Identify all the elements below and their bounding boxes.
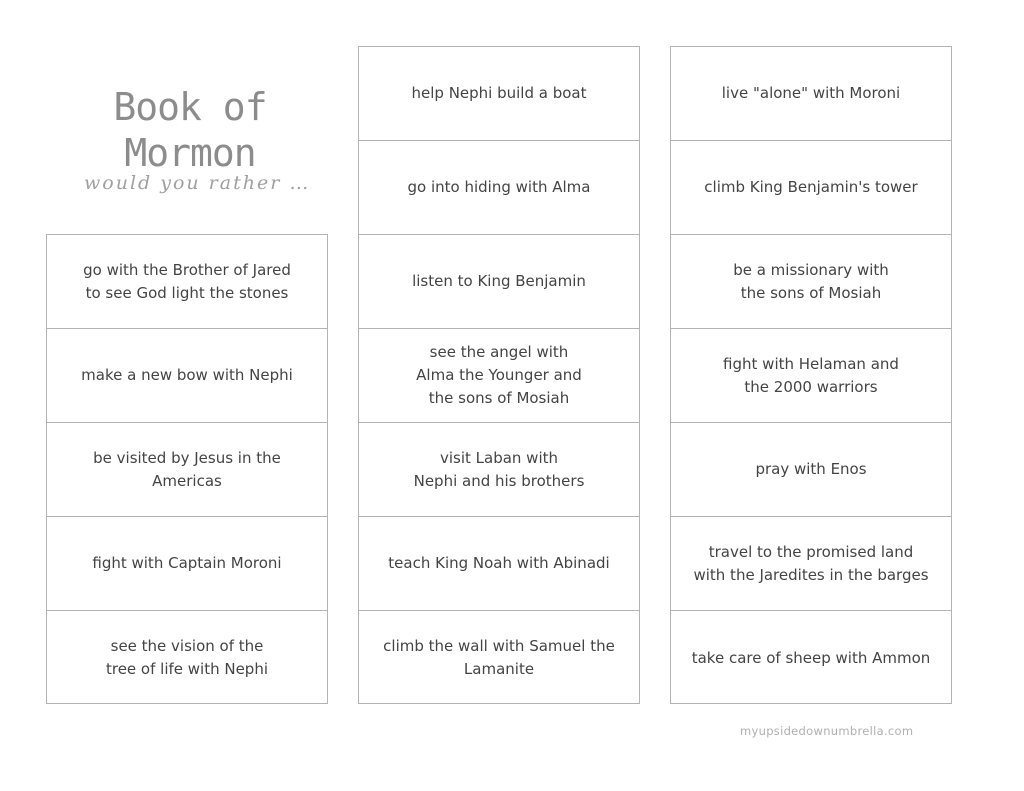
page-title	[90, 84, 290, 176]
card-column-1	[46, 234, 328, 704]
card: be visited by Jesus in the Americas	[47, 423, 327, 517]
title-line-1: Book of	[113, 85, 267, 129]
card: be a missionary with the sons of Mosiah	[671, 235, 951, 329]
card: see the angel with Alma the Younger and the sons of Mosiah	[359, 329, 639, 423]
card: climb the wall with Samuel the Lamanite	[383, 637, 615, 678]
card: see the vision of the tree of life with Nephi	[105, 637, 269, 678]
card-column-2	[358, 46, 640, 704]
card-column-3	[670, 46, 952, 704]
card: live "alone" with Moroni	[671, 47, 951, 141]
card: fight with Captain Moroni	[47, 517, 327, 611]
card: climb King Benjamin's tower	[671, 141, 951, 235]
card: fight with Helaman and the 2000 warriors	[671, 329, 951, 423]
subtitle: would you rather …	[84, 172, 311, 194]
card: make a new bow with Nephi	[47, 329, 327, 423]
card: go with the Brother of Jared to see God light the stones	[47, 235, 327, 329]
card: help Nephi build a boat	[359, 47, 639, 141]
card: take care of sheep with Ammon	[691, 648, 931, 667]
card: travel to the promised land with the Jaredites in the barges	[671, 517, 951, 611]
card: listen to King Benjamin	[359, 235, 639, 329]
card: pray with Enos	[671, 423, 951, 517]
card: teach King Noah with Abinadi	[359, 517, 639, 611]
site-credit: myupsidedownumbrella.com	[740, 724, 914, 738]
card: visit Laban with Nephi and his brothers	[359, 423, 639, 517]
card: go into hiding with Alma	[359, 141, 639, 235]
title-line-2: Mormon	[124, 131, 256, 175]
